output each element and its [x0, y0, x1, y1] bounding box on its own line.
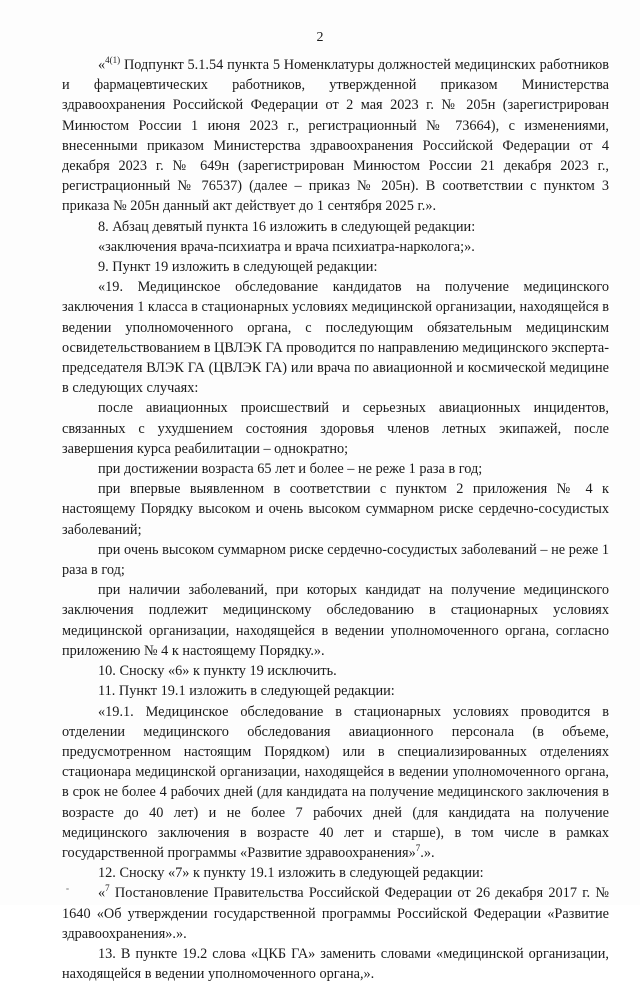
- footnote-marker: 7: [105, 883, 110, 894]
- case-diseases-paragraph: при наличии заболеваний, при которых кандидат на получение медицинского заключения подлежит медицинскому обследованию в стационарных условиях медицинской организации, находящейся в ведении уполномоченного органа, согласно приложению № 4 к настоящему Порядку.».: [62, 582, 609, 659]
- paragraph-text: «19.1. Медицинское обследование в стационарных условиях проводится в отделении медицинского обследования авиационного персонала (в объеме, предусмотренном настоящим Порядком) или в специализированных отделениях стационара медицинской организации, находящейся в ведении уполномоченного органа, в срок не более 4 рабочих дней (для кандидата на получение медицинского заключения в возрасте до 40 лет) и не более 7 рабочих дней (для кандидата на получение медицинского заключения в возрасте 40 лет и старше), в том числе в рамках государственной программы «Развитие здравоохранения»: [62, 703, 609, 861]
- item-10-paragraph: 10. Сноску «6» к пункту 19 исключить.: [98, 663, 337, 680]
- item-12-paragraph: 12. Сноску «7» к пункту 19.1 изложить в следующей редакции:: [98, 865, 484, 882]
- footnote-4-1-paragraph: [62, 55, 609, 217]
- item-13-paragraph: 13. В пункте 19.2 слова «ЦКБ ГА» заменить словами «медицинской организации, находящейся в ведении уполномоченного органа,».: [62, 945, 609, 983]
- paragraph-tail: .».: [420, 844, 435, 861]
- page-number: 2: [316, 30, 324, 45]
- footnote-marker: 7: [415, 843, 421, 854]
- item-8-paragraph: 8. Абзац девятый пункта 16 изложить в следующей редакции:: [98, 218, 476, 235]
- quote-open: «: [98, 57, 106, 73]
- scan-speck: [66, 888, 69, 890]
- document-body: [62, 55, 609, 984]
- case-first-detected-risk-paragraph: при впервые выявленном в соответствии с пунктом 2 приложения № 4 к настоящему Порядку высоком и очень высоком суммарном риске сердечно-сосудистых заболеваний;: [62, 481, 609, 538]
- item-11-paragraph: 11. Пункт 19.1 изложить в следующей редакции:: [98, 683, 395, 700]
- case-after-incidents-paragraph: после авиационных происшествий и серьезных авиационных инцидентов, связанных с ухудшением состояния здоровья членов летных экипажей, после завершения курса реабилитации – однократно;: [62, 400, 609, 457]
- case-very-high-risk-paragraph: при очень высоком суммарном риске сердечно-сосудистых заболеваний – не реже 1 раза в год;: [62, 541, 609, 579]
- footnote-marker: 4(1): [105, 55, 121, 66]
- item-8-quote-paragraph: «заключения врача-психиатра и врача психиатра-нарколога;».: [98, 238, 475, 255]
- paragraph-text: Постановление Правительства Российской Федерации от 26 декабря 2017 г. № 1640 «Об утверждении государственной программы Российской Федерации «Развитие здравоохранения».».: [62, 885, 609, 942]
- item-9-paragraph: 9. Пункт 19 изложить в следующей редакции:: [98, 259, 378, 276]
- point-19-1-paragraph: [62, 702, 609, 864]
- point-19-paragraph: «19. Медицинское обследование кандидатов на получение медицинского заключения 1 класса в стационарных условиях медицинской организации, находящейся в ведении уполномоченного органа, с последующим обязательным медицинским освидетельствованием в ЦВЛЭК ГА проводится по направлению медицинского эксперта-председателя ВЛЭК ГА (ЦВЛЭК ГА) или врача по авиационной и космической медицине в следующих случаях:: [62, 279, 609, 397]
- footnote-7-paragraph: [62, 883, 609, 944]
- paragraph-text: Подпункт 5.1.54 пункта 5 Номенклатуры должностей медицинских работников и фармацевтических работников, утвержденной приказом Министерства здравоохранения Российской Федерации от 2 мая 2023 г. № 205н (зарегистрирован Минюстом России 1 июня 2023 г., регистрационный № 73664), с изменениями, внесенными приказом Министерства здравоохранения Российской Федерации от 4 декабря 2023 г. № 649н (зарегистрирован Минюстом России 21 декабря 2023 г., регистрационный № 76537) (далее – приказ № 205н). В соответствии с пунктом 3 приказа № 205н данный акт действует до 1 сентября 2025 г.».: [62, 57, 609, 215]
- case-age-65-paragraph: при достижении возраста 65 лет и более – не реже 1 раза в год;: [98, 461, 483, 478]
- quote-open: «: [98, 885, 106, 902]
